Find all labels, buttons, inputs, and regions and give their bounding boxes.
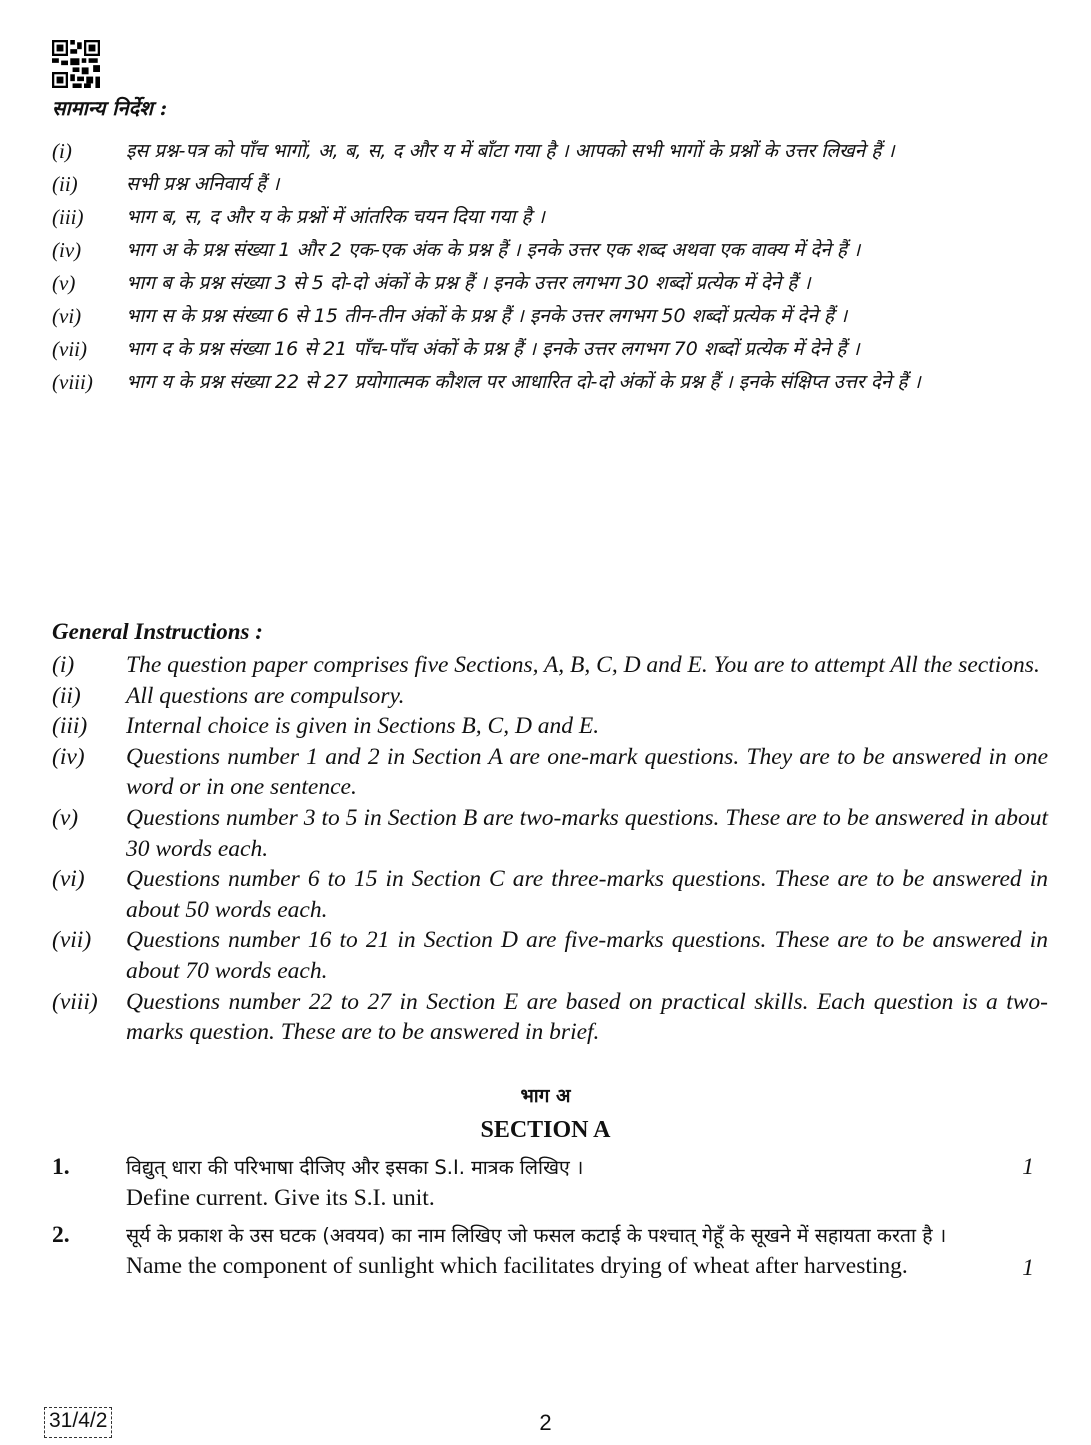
item-text: सभी प्रश्न अनिवार्य हैं । bbox=[126, 173, 280, 195]
item-number: (ii) bbox=[52, 682, 81, 709]
item-number: (v) bbox=[52, 271, 76, 295]
question-number: 1. bbox=[52, 1154, 70, 1180]
item-number: (vi) bbox=[52, 866, 85, 893]
hindi-instructions-list bbox=[52, 136, 1048, 400]
item-number: (vii) bbox=[52, 927, 92, 954]
list-item bbox=[52, 235, 1048, 266]
list-item bbox=[52, 202, 1048, 233]
item-number: (i) bbox=[52, 139, 72, 163]
question-1 bbox=[52, 1152, 1042, 1214]
list-item bbox=[52, 864, 1048, 925]
page-number: 2 bbox=[539, 1410, 552, 1435]
english-instructions-list bbox=[52, 650, 1048, 1048]
item-text: भाग य के प्रश्न संख्या 22 से 27 प्रयोगात्मक कौशल पर आधारित दो-दो अंकों के प्रश्न हैं । इनके संक्षिप्त उत्तर देने हैं । bbox=[126, 371, 921, 393]
item-number: (vii) bbox=[52, 337, 87, 361]
hindi-instructions-title: सामान्य निर्देश : bbox=[52, 96, 168, 120]
item-number: (iii) bbox=[52, 713, 88, 740]
list-item bbox=[52, 742, 1048, 803]
item-number: (i) bbox=[52, 652, 75, 678]
general-instructions-title: General Instructions : bbox=[52, 619, 263, 644]
list-item bbox=[52, 334, 1048, 365]
item-number: (iv) bbox=[52, 743, 85, 770]
item-number: (v) bbox=[52, 804, 79, 831]
list-item bbox=[52, 987, 1048, 1048]
item-number: (ii) bbox=[52, 172, 78, 196]
item-text: भाग द के प्रश्न संख्या 16 से 21 पाँच-पाँच अंकों के प्रश्न हैं । इनके उत्तर लगभग 70 शब्दों प्रत्येक में देने हैं । bbox=[126, 338, 860, 360]
item-text: Questions number 3 to 5 in Section B are two-marks questions. These are to be answered in about 30 words each. bbox=[126, 804, 1048, 862]
list-item bbox=[52, 136, 1048, 167]
list-item bbox=[52, 169, 1048, 200]
marks: 1 bbox=[1022, 1255, 1034, 1281]
question-2 bbox=[52, 1220, 1042, 1282]
item-text: भाग ब, स, द और य के प्रश्नों में आंतरिक चयन दिया गया है । bbox=[126, 206, 545, 228]
item-text: भाग ब के प्रश्न संख्या 3 से 5 दो-दो अंकों के प्रश्न हैं । इनके उत्तर लगभग 30 शब्दों प्रत्येक में देने हैं । bbox=[126, 272, 811, 294]
item-text: Internal choice is given in Sections B, C, D and E. bbox=[126, 713, 600, 740]
list-item bbox=[52, 711, 1048, 742]
question-text-english: Name the component of sunlight which facilitates drying of wheat after harvesting. bbox=[126, 1253, 908, 1279]
list-item bbox=[52, 925, 1048, 986]
item-number: (vi) bbox=[52, 304, 82, 328]
list-item bbox=[52, 803, 1048, 864]
list-item bbox=[52, 650, 1048, 681]
question-text-hindi: सूर्य के प्रकाश के उस घटक (अवयव) का नाम लिखिए जो फसल कटाई के पश्चात् गेहूँ के सूखने में सहायता करता है । bbox=[126, 1224, 947, 1247]
item-text: Questions number 16 to 21 in Section D are five-marks questions. These are to be answered in about 70 words each. bbox=[126, 927, 1048, 984]
item-number: (iv) bbox=[52, 238, 82, 262]
section-heading-hindi: भाग अ bbox=[520, 1085, 571, 1107]
list-item bbox=[52, 268, 1048, 299]
item-text: The question paper comprises five Sections, A, B, C, D and E. You are to attempt All the sections. bbox=[126, 652, 1040, 678]
question-text-english: Define current. Give its S.I. unit. bbox=[126, 1185, 435, 1211]
question-number: 2. bbox=[52, 1222, 70, 1248]
item-text: Questions number 6 to 15 in Section C are three-marks questions. These are to be answered in about 50 words each. bbox=[126, 866, 1048, 923]
item-text: Questions number 1 and 2 in Section A are one-mark questions. They are to be answered in one word or in one sentence. bbox=[126, 743, 1048, 801]
item-number: (viii) bbox=[52, 370, 93, 394]
section-heading: SECTION A bbox=[480, 1117, 611, 1143]
list-item bbox=[52, 367, 1048, 398]
list-item bbox=[52, 301, 1048, 332]
paper-code: 31/4/2 bbox=[44, 1407, 112, 1438]
marks: 1 bbox=[1022, 1154, 1034, 1180]
item-number: (iii) bbox=[52, 205, 84, 229]
item-text: All questions are compulsory. bbox=[126, 682, 405, 709]
item-text: इस प्रश्न-पत्र को पाँच भागों, अ, ब, स, द और य में बाँटा गया है । आपको सभी भागों के प्रश्नों के उत्तर लिखने हैं । bbox=[126, 140, 895, 162]
item-text: भाग अ के प्रश्न संख्या 1 और 2 एक-एक अंक के प्रश्न हैं । इनके उत्तर एक शब्द अथवा एक वाक्य में देने हैं । bbox=[126, 239, 861, 261]
list-item bbox=[52, 681, 1048, 712]
item-number: (viii) bbox=[52, 988, 98, 1015]
question-text-hindi: विद्युत् धारा की परिभाषा दीजिए और इसका S.I. मात्रक लिखिए । bbox=[126, 1156, 584, 1179]
qr-code-icon bbox=[52, 40, 100, 88]
item-text: भाग स के प्रश्न संख्या 6 से 15 तीन-तीन अंकों के प्रश्न हैं । इनके उत्तर लगभग 50 शब्दों प्रत्येक में देने हैं । bbox=[126, 305, 848, 327]
item-text: Questions number 22 to 27 in Section E are based on practical skills. Each question is a two-marks question. These are to be answered in brief. bbox=[126, 988, 1048, 1046]
